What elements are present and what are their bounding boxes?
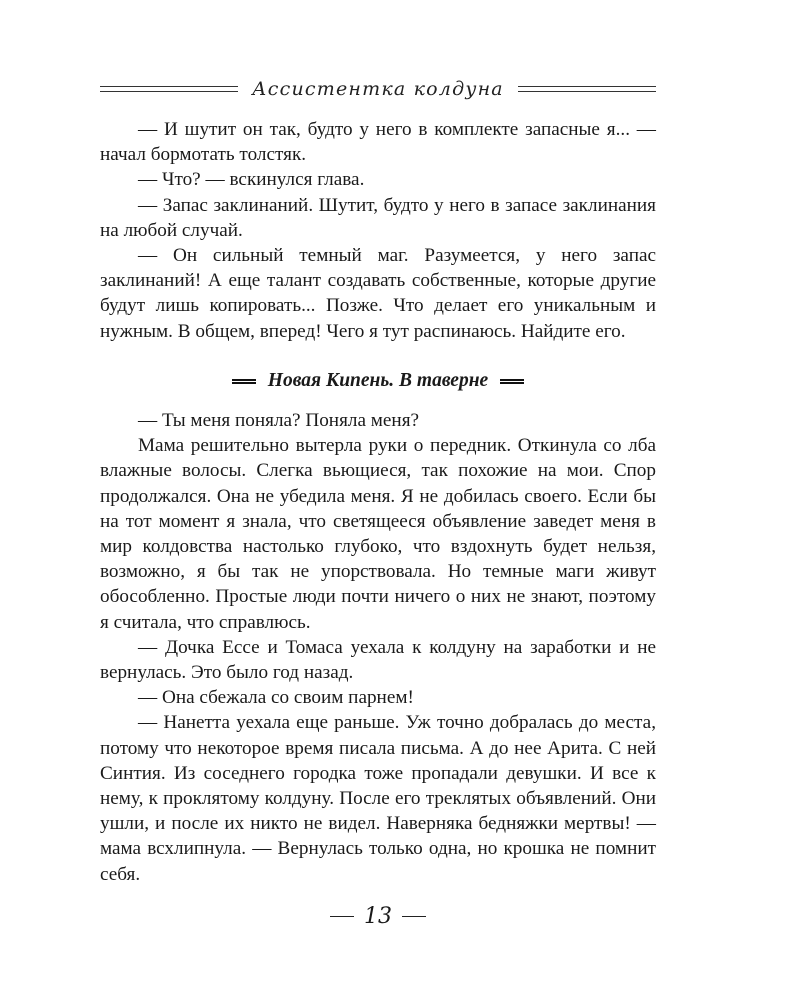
heading-dash-right: [500, 379, 524, 384]
text-block-top: [100, 117, 656, 344]
section-heading: [100, 370, 656, 392]
heading-dash-left: [232, 379, 256, 384]
paragraph: — Она сбежала со своим парнем!: [138, 687, 414, 709]
header-rule-right: [518, 86, 656, 92]
book-title: Ассистентка колдуна: [252, 78, 504, 100]
running-header: [100, 74, 656, 104]
section-heading-text: Новая Кипень. В таверне: [267, 370, 489, 391]
page-number-value: 13: [364, 904, 392, 929]
paragraph: — Он сильный темный маг. Разумеется, у него запас заклинаний! А еще талант создавать собственные, которые другие будут лишь копировать... Позже. Что делает его уникальным и нужным. В общем, вперед! Чего я тут распинаюсь. Найдите его.: [100, 245, 656, 342]
paragraph: — Что? — вскинулся глава.: [138, 169, 365, 191]
paragraph: — Нанетта уехала еще раньше. Уж точно добралась до места, потому что некоторое время писала письма. А до нее Арита. С ней Синтия. Из соседнего городка тоже пропадали девушки. И все к нему, к проклятому колдуну. После его треклятых объявлений. Они ушли, и после их никто не видел. Наверняка бедняжки мертвы! — мама всхлипнула. — Вернулась только одна, но крошка не помнит себя.: [100, 712, 656, 885]
paragraph: Мама решительно вытерла руки о передник. Откинула со лба влажные волосы. Слегка вьющиеся, так похожие на мои. Спор продолжался. Она не убедила меня. Я не добилась своего. Если бы на тот момент я знала, что светящееся объявление заведет меня в мир колдовства настолько глубоко, что вздохнуть будет нельзя, возможно, я бы так не упорствовала. Но темные маги живут обособленно. Простые люди почти ничего о них не знают, поэтому я считала, что справлюсь.: [100, 435, 656, 633]
paragraph: — Ты меня поняла? Поняла меня?: [138, 410, 420, 431]
page-number: [100, 904, 656, 929]
paragraph: — Дочка Ессе и Томаса уехала к колдуну на заработки и не вернулась. Это было год назад.: [100, 636, 656, 684]
text-block-bottom: [100, 408, 656, 887]
paragraph: — Запас заклинаний. Шутит, будто у него в запасе заклинания на любой случай.: [100, 194, 656, 241]
header-rule-left: [100, 86, 238, 92]
folio-dash-right: [402, 916, 426, 917]
paragraph: — И шутит он так, будто у него в комплекте запасные я... — начал бормотать толстяк.: [100, 119, 656, 166]
folio-dash-left: [330, 916, 354, 917]
